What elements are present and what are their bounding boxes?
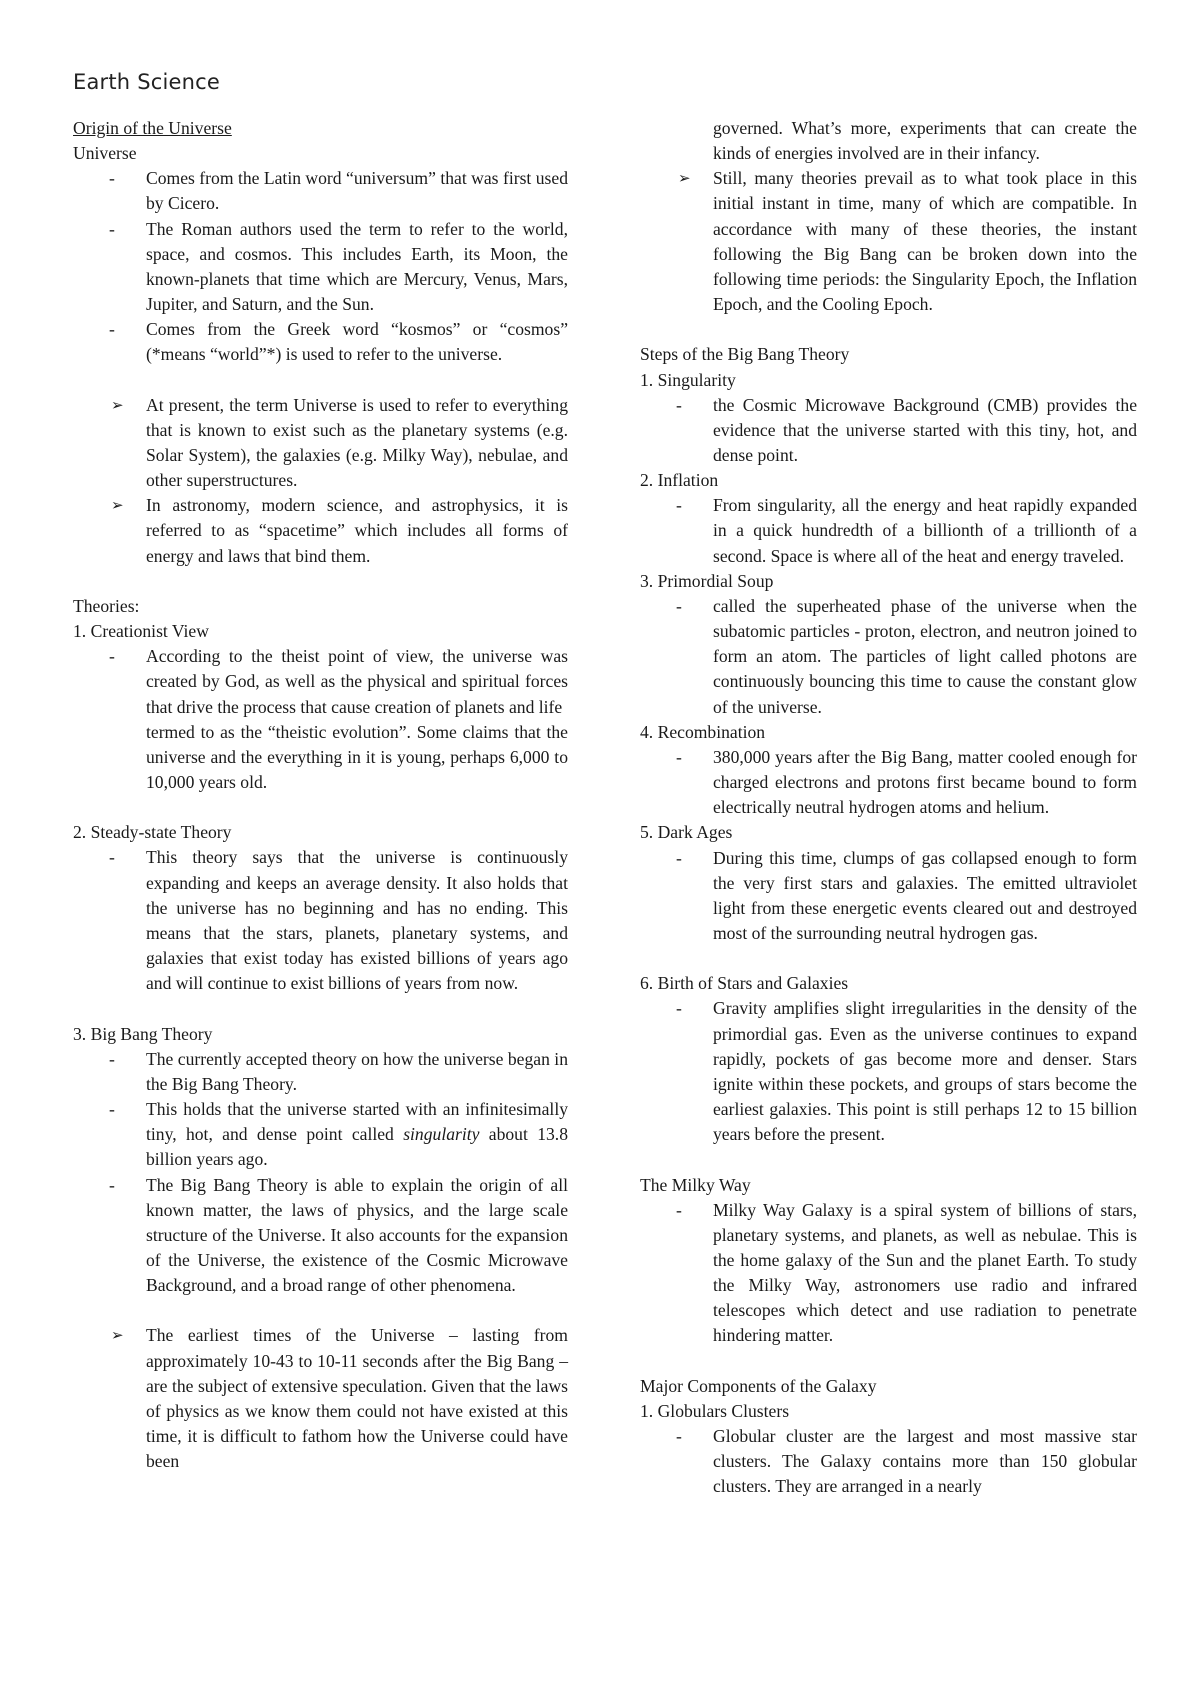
spacer bbox=[640, 946, 1137, 971]
dash-bullet-icon: - bbox=[109, 218, 115, 239]
arrow-bullet-icon: ➢ bbox=[111, 1326, 124, 1345]
dash-bullet-item bbox=[640, 1424, 1137, 1499]
dash-bullet-item bbox=[73, 1047, 568, 1097]
bullet-text: The earliest times of the Universe – lasting from approximately 10-43 to 10-11 seconds after the Big Bang – are the subject of extensive speculation. Given that the laws of physics as we know them could not have existed at this time, it is difficult to fathom how the Universe could have been bbox=[146, 1325, 568, 1472]
dash-bullet-item bbox=[640, 493, 1137, 568]
heading-line: 2. Inflation bbox=[640, 470, 719, 491]
right-column bbox=[640, 116, 1137, 1500]
dash-bullet-item bbox=[73, 1173, 568, 1299]
left-column bbox=[73, 116, 568, 1474]
continued-text bbox=[73, 720, 568, 795]
bullet-text: Milky Way Galaxy is a spiral system of billions of stars, planetary systems, and planets, as well as nebulae. This is the home galaxy of the Sun and the planet Earth. To study the Milky Way, astronomers use radio and infrared telescopes which detect and use radiation to penetrate hindering matter. bbox=[713, 1199, 1137, 1346]
bullet-text: Globular cluster are the largest and most massive star clusters. The Galaxy contains more than 150 globular clusters. They are arranged in a nearly bbox=[713, 1426, 1137, 1497]
heading-line: 5. Dark Ages bbox=[640, 822, 733, 843]
dash-bullet-item bbox=[640, 846, 1137, 947]
dash-bullet-icon: - bbox=[109, 168, 115, 189]
bullet-text: This holds that the universe started with an infinitesimally tiny, hot, and dense point called singularity about 13.8 billion years ago. bbox=[146, 1099, 568, 1170]
dash-bullet-icon: - bbox=[676, 495, 682, 516]
heading-line: 3. Primordial Soup bbox=[640, 570, 774, 591]
heading-line: 6. Birth of Stars and Galaxies bbox=[640, 973, 849, 994]
bullet-text: Still, many theories prevail as to what took place in this initial instant in time, many of which are compatible. In accordance with many of these theories, the instant following the Big Bang can be broken down into the following time periods: the Singularity Epoch, the Inflation Epoch, and the Cooling Epoch. bbox=[713, 168, 1137, 315]
arrow-bullet-item bbox=[73, 493, 568, 568]
bullet-text: Gravity amplifies slight irregularities in the density of the primordial gas. Even as the universe continues to expand rapidly, pockets of gas become more and denser. Stars ignite within these pockets, and groups of stars become the earliest galaxies. This point is still perhaps 12 to 15 billion years before the present. bbox=[713, 998, 1137, 1145]
dash-bullet-icon: - bbox=[109, 847, 115, 868]
continued-text bbox=[640, 116, 1137, 166]
spacer bbox=[73, 996, 568, 1021]
arrow-bullet-item bbox=[640, 166, 1137, 317]
heading-line: The Milky Way bbox=[640, 1174, 751, 1195]
dash-bullet-icon: - bbox=[109, 646, 115, 667]
dash-bullet-item bbox=[73, 845, 568, 996]
dash-bullet-icon: - bbox=[676, 847, 682, 868]
heading-line: 1. Creationist View bbox=[73, 621, 209, 642]
dash-bullet-icon: - bbox=[109, 1048, 115, 1069]
heading-line: 1. Singularity bbox=[640, 369, 736, 390]
dash-bullet-icon: - bbox=[676, 1426, 682, 1447]
dash-bullet-item bbox=[640, 745, 1137, 820]
spacer bbox=[640, 1147, 1137, 1172]
arrow-bullet-icon: ➢ bbox=[678, 169, 691, 188]
dash-bullet-item bbox=[640, 996, 1137, 1147]
bullet-text: termed to as the “theistic evolution”. Some claims that the universe and the everything in it is young, perhaps 6,000 to 10,000 years old. bbox=[146, 721, 568, 793]
bullet-text: Comes from the Latin word “universum” that was first used by Cicero. bbox=[146, 168, 568, 214]
page-title: Earth Science bbox=[73, 70, 220, 94]
dash-bullet-item bbox=[73, 644, 568, 719]
dash-bullet-item bbox=[640, 393, 1137, 468]
dash-bullet-icon: - bbox=[676, 595, 682, 616]
heading-line: Steps of the Big Bang Theory bbox=[640, 344, 850, 365]
bullet-text: According to the theist point of view, the universe was created by God, as well as the physical and spiritual forces that drive the process that cause creation of planets and life bbox=[146, 646, 568, 717]
bullet-text: Comes from the Greek word “kosmos” or “cosmos” (*means “world”*) is used to refer to the universe. bbox=[146, 319, 568, 365]
arrow-bullet-item bbox=[73, 1323, 568, 1474]
bullet-text: called the superheated phase of the universe when the subatomic particles - proton, electron, and neutron joined to form an atom. The particles of light called photons are continuously bouncing this time to cause the constant glow of the universe. bbox=[713, 595, 1137, 717]
bullet-text: governed. What’s more, experiments that can create the kinds of energies involved are in their infancy. bbox=[713, 118, 1137, 164]
bullet-text: During this time, clumps of gas collapsed enough to form the very first stars and galaxies. The emitted ultraviolet light from these energetic events cleared out and destroyed most of the surrounding neutral hydrogen gas. bbox=[713, 847, 1137, 943]
spacer bbox=[73, 1298, 568, 1323]
heading-line: 2. Steady-state Theory bbox=[73, 822, 232, 843]
spacer bbox=[73, 569, 568, 594]
section-heading: Origin of the Universe bbox=[73, 118, 232, 138]
dash-bullet-item bbox=[73, 166, 568, 216]
dash-bullet-item bbox=[73, 217, 568, 318]
arrow-bullet-icon: ➢ bbox=[111, 496, 124, 515]
arrow-bullet-icon: ➢ bbox=[111, 395, 124, 414]
bullet-text: the Cosmic Microwave Background (CMB) provides the evidence that the universe started with this tiny, hot, and dense point. bbox=[713, 394, 1137, 466]
dash-bullet-icon: - bbox=[676, 998, 682, 1019]
dash-bullet-icon: - bbox=[109, 319, 115, 340]
arrow-bullet-item bbox=[73, 393, 568, 494]
bullet-text: 380,000 years after the Big Bang, matter cooled enough for charged electrons and protons first became bound to form electrically neutral hydrogen atoms and helium. bbox=[713, 746, 1137, 818]
dash-bullet-item bbox=[73, 317, 568, 367]
dash-bullet-icon: - bbox=[676, 746, 682, 767]
dash-bullet-item bbox=[640, 1198, 1137, 1349]
dash-bullet-icon: - bbox=[676, 394, 682, 415]
heading-line: Major Components of the Galaxy bbox=[640, 1375, 877, 1396]
dash-bullet-icon: - bbox=[109, 1174, 115, 1195]
heading-line: 3. Big Bang Theory bbox=[73, 1023, 213, 1044]
spacer bbox=[73, 368, 568, 393]
dash-bullet-icon: - bbox=[109, 1099, 115, 1120]
spacer bbox=[640, 1349, 1137, 1374]
dash-bullet-icon: - bbox=[676, 1199, 682, 1220]
bullet-text: The Roman authors used the term to refer to the world, space, and cosmos. This includes Earth, its Moon, the known-planets that time which are Mercury, Venus, Mars, Jupiter, and Saturn, and the Sun. bbox=[146, 218, 568, 315]
dash-bullet-item bbox=[640, 594, 1137, 720]
bullet-text: This theory says that the universe is continuously expanding and keeps an average density. It also holds that the universe has no beginning and has no ending. This means that the stars, planets, planetary systems, and galaxies that exist today has existed billions of years ago and will continue to exist billions of years from now. bbox=[146, 847, 568, 994]
spacer bbox=[640, 317, 1137, 342]
bullet-text: The currently accepted theory on how the universe began in the Big Bang Theory. bbox=[146, 1048, 568, 1094]
dash-bullet-item bbox=[73, 1097, 568, 1172]
heading-line: 4. Recombination bbox=[640, 721, 766, 742]
bullet-text: From singularity, all the energy and heat rapidly expanded in a quick hundredth of a billionth of a trillionth of a second. Space is where all of the heat and energy traveled. bbox=[713, 495, 1137, 566]
bullet-text: The Big Bang Theory is able to explain the origin of all known matter, the laws of physics, and the large scale structure of the Universe. It also accounts for the expansion of the Universe, the existence of the Cosmic Microwave Background, and a broad range of other phenomena. bbox=[146, 1174, 568, 1296]
heading-line: Theories: bbox=[73, 595, 140, 616]
bullet-text: At present, the term Universe is used to refer to everything that is known to exist such as the planetary systems (e.g. Solar System), the galaxies (e.g. Milky Way), nebulae, and other superstructures. bbox=[146, 394, 568, 491]
heading-line: Universe bbox=[73, 143, 137, 164]
bullet-text: In astronomy, modern science, and astrophysics, it is referred to as “spacetime” which includes all forms of energy and laws that bind them. bbox=[146, 495, 568, 566]
spacer bbox=[73, 795, 568, 820]
heading-line: 1. Globulars Clusters bbox=[640, 1400, 790, 1421]
